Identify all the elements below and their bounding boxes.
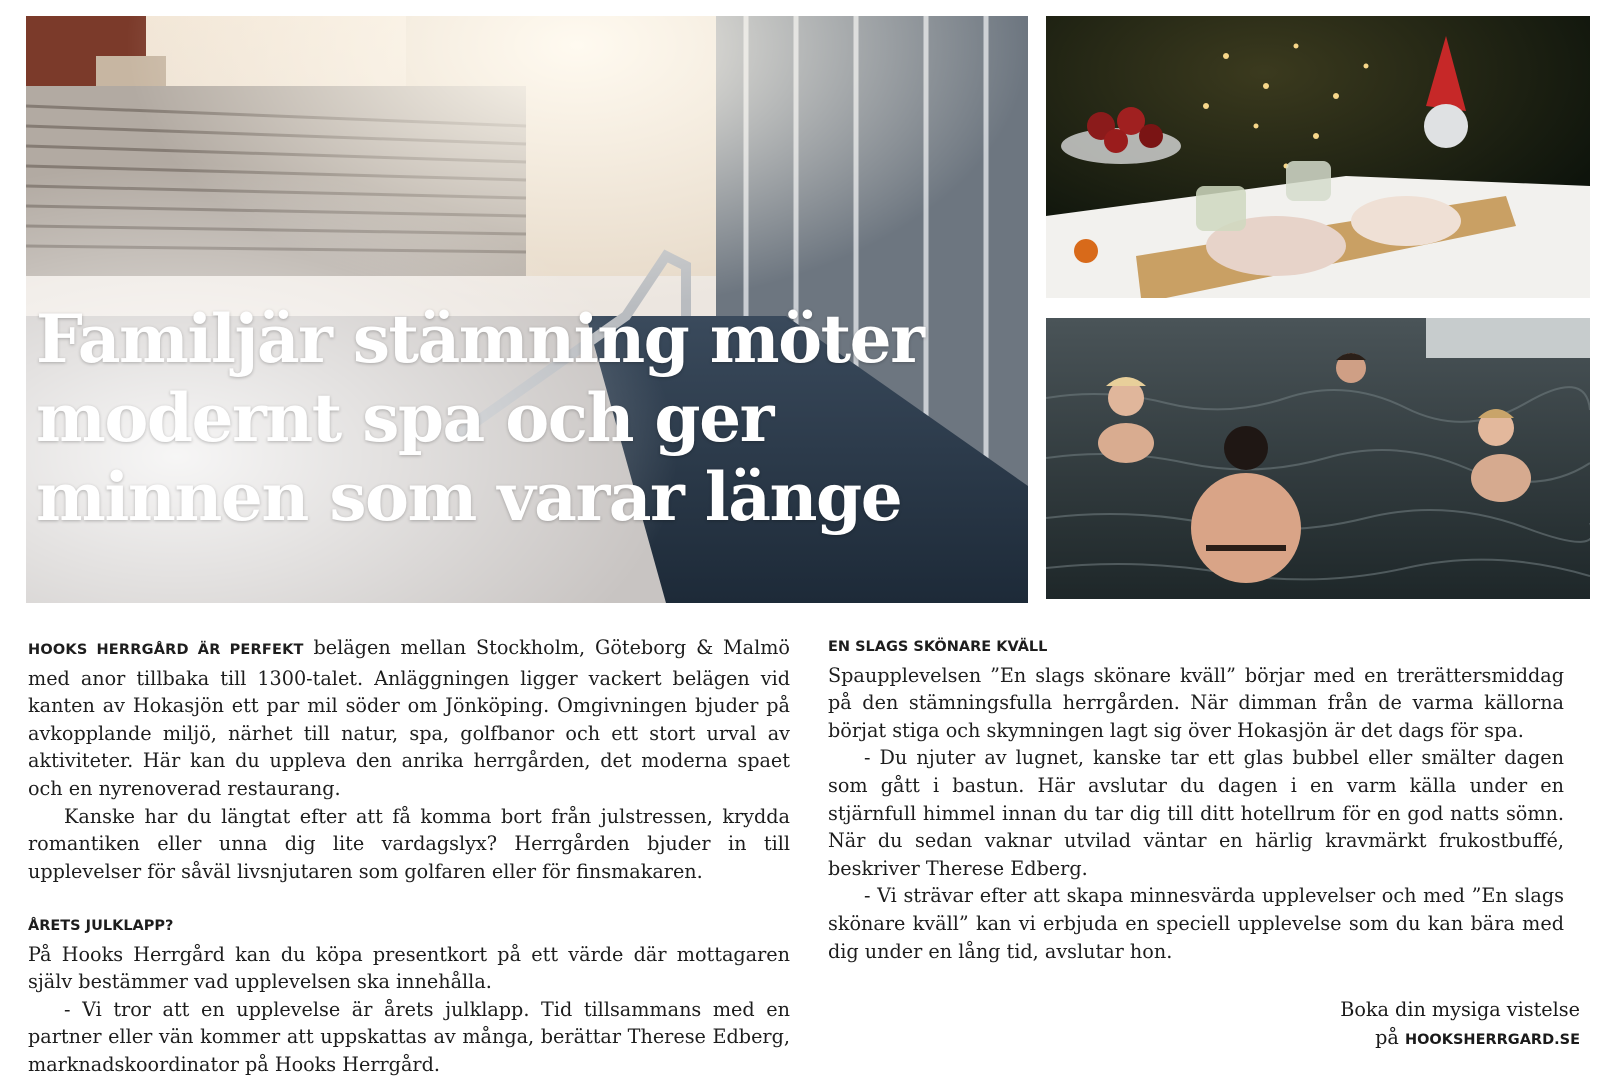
cta-prefix: på <box>1375 1025 1399 1049</box>
quote-paragraph: - Du njuter av lugnet, kanske tar ett glas bubbel eller smälter dagen som gått i bastun. Här avslutar du dagen i en varm källa under en stjärnfull himmel innan du tar dig till ditt hotellrum för en god natts sömn. När du sedan vaknar utvilad väntar en härlig kravmärkt frukostbuffé, beskriver Therese Edberg. <box>828 746 1564 880</box>
pool-image <box>1046 318 1590 599</box>
paragraph: På Hooks Herrgård kan du köpa presentkort på ett värde där mottagaren själv bestämmer vad upplevelsen ska innehålla. <box>28 942 790 994</box>
intro-kicker: HOOKS HERRGÅRD ÄR PERFEKT <box>28 642 304 658</box>
website-link[interactable]: HOOKSHERRGARD.SE <box>1404 1031 1580 1048</box>
paragraph: Kanske har du längtat efter att få komma bort från julstressen, krydda romantiken eller unna dig lite vardagslyx? Herrgården bjuder in till upplevelser för såväl livsnjutaren som golfaren eller för finsmakaren. <box>28 804 790 883</box>
intro-text: belägen mellan Stockholm, Göteborg & Malmö med anor tillbaka till 1300-talet. Anläggningen ligger vackert belägen vid kanten av Hokasjön ett par mil söder om Jönköping. Omgivningen bjuder på avkopplande miljö, närhet till natur, spa, golfbanor och ett stort urval av aktiviteter. Här kan du uppleva den anrika herrgården, det moderna spaet och en nyrenoverad restaurang. <box>28 636 790 800</box>
subheading-julklapp: ÅRETS JULKLAPP? <box>28 917 174 934</box>
intro-paragraph <box>28 634 790 803</box>
cta-line: Boka din mysiga vistelse <box>1340 998 1580 1021</box>
booking-cta <box>1340 996 1580 1054</box>
paragraph: Spaupplevelsen ”En slags skönare kväll” börjar med en trerättersmiddag på den stämningsfulla herrgården. När dimman från de varma källorna börjat stiga och skymningen lagt sig över Hokasjön är det dags för spa. <box>828 663 1564 742</box>
cta-url-line <box>1340 1024 1580 1055</box>
quote-paragraph: - Vi tror att en upplevelse är årets julklapp. Tid tillsammans med en partner eller vän kommer att uppskattas av många, berättar Therese Edberg, marknadskoordinator på Hooks Herrgård. <box>28 997 790 1076</box>
subheading-skonare-kvall: EN SLAGS SKÖNARE KVÄLL <box>828 639 1048 655</box>
food-image <box>1046 16 1590 298</box>
article-right-column <box>828 634 1564 965</box>
headline: Familjär stämning möter modernt spa och ger minnen som varar länge <box>36 300 924 536</box>
article-left-column <box>28 634 790 1079</box>
quote-paragraph: - Vi strävar efter att skapa minnesvärda upplevelser och med ”En slags skönare kväll” kan vi erbjuda en speciell upplevelse som du kan bära med dig under en lång tid, avslutar hon. <box>828 884 1564 963</box>
christmas-buffet-illustration <box>1046 16 1590 298</box>
indoor-pool-illustration <box>1046 318 1590 599</box>
